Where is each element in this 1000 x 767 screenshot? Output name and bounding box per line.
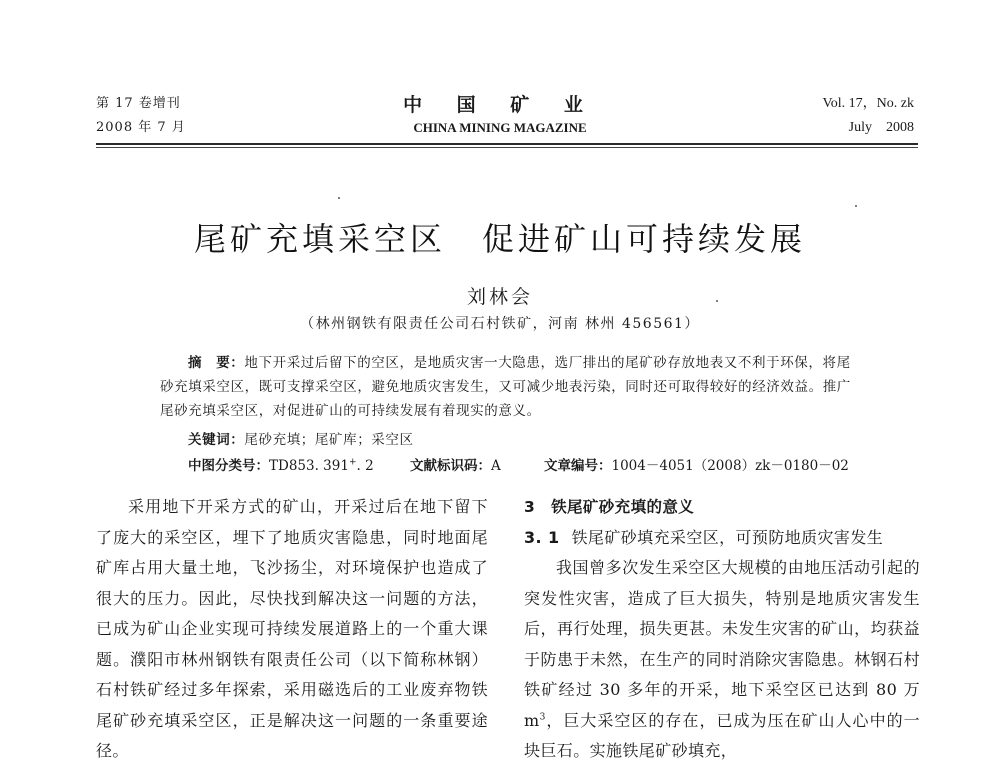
clc-tail: . 2	[356, 458, 374, 474]
abstract-label: 摘 要：	[188, 355, 245, 371]
issue-volume: 第 17 卷增刊	[96, 96, 181, 111]
author-affiliation: （林州钢铁有限责任公司石村铁矿，河南 林州 456561）	[300, 316, 700, 332]
section-paragraph-part1: 我国曾多次发生采空区大规模的由地压活动引起的突发性灾害，造成了巨大损失，特别是地质灾害发生后，再行处理，损失更甚。未发生灾害的矿山，均获益于防患于未然，在生产的同时消除灾害隐患。林钢石村铁矿经过 30 多年的开采，地下采空区已达到 80 万 m	[524, 558, 920, 730]
abstract	[160, 351, 860, 423]
clc-value: TD853. 391	[269, 458, 349, 474]
body-left-column	[96, 492, 488, 767]
classification-line	[188, 456, 888, 476]
subsection-title: 铁尾矿砂填充采空区，可预防地质灾害发生	[571, 527, 884, 547]
header-rule-thick	[96, 143, 918, 145]
section-paragraph	[524, 553, 920, 767]
section-heading: 3 铁尾矿砂充填的意义	[524, 498, 695, 516]
volume-number: Vol. 17，No. zk	[822, 96, 914, 111]
article-number-label: 文章编号：	[544, 458, 612, 474]
keywords	[188, 430, 414, 450]
issue-date: 2008 年 7 月	[96, 120, 186, 135]
clc-sup: +	[348, 457, 357, 468]
clc-label: 中图分类号：	[188, 458, 269, 474]
journal-name-en: CHINA MINING MAGAZINE	[413, 120, 587, 135]
header-rule-thin	[96, 147, 918, 148]
scan-speck	[855, 205, 857, 207]
keywords-label: 关键词：	[188, 432, 245, 448]
subsection-number: 3. 1	[524, 527, 560, 547]
doc-value: A	[491, 458, 501, 474]
unit-superscript: 3	[539, 712, 546, 723]
subsection-heading	[524, 523, 920, 554]
journal-name-cn: 中 国 矿 业	[403, 94, 597, 116]
article-author: 刘林会	[466, 286, 533, 308]
section-paragraph-part2: ，巨大采空区的存在，已成为压在矿山人心中的一块巨石。实施铁尾矿砂填充，	[524, 710, 920, 760]
running-header	[0, 92, 1000, 148]
abstract-text: 地下开采过后留下的空区，是地质灾害一大隐患，选厂排出的尾矿砂存放地表又不利于环保，将尾砂充填采空区，既可支撑采空区，避免地质灾害发生，又可减少地表污染，同时还可取得较好的经济效益。推广尾砂充填采空区，对促进矿山的可持续发展有着现实的意义。	[160, 355, 851, 419]
article-title: 尾矿充填采空区 促进矿山可持续发展	[193, 220, 806, 258]
article-number-value: 1004－4051（2008）zk－0180－02	[611, 458, 849, 474]
article-number	[544, 456, 849, 476]
doc-code	[410, 456, 544, 476]
doc-label: 文献标识码：	[410, 458, 491, 474]
keywords-text: 尾砂充填；尾矿库；采空区	[244, 432, 414, 448]
intro-paragraph: 采用地下开采方式的矿山，开采过后在地下留下了庞大的采空区，埋下了地质灾害隐患，同时地面尾矿库占用大量土地，飞沙扬尘，对环境保护也造成了很大的压力。因此，尽快找到解决这一问题的方法，已成为矿山企业实现可持续发展道路上的一个重大课题。濮阳市林州钢铁有限责任公司（以下简称林钢）石村铁矿经过多年探索，采用磁选后的工业废弃物铁尾矿砂充填采空区，正是解决这一问题的一条重要途径。	[96, 497, 488, 760]
volume-date: July 2008	[848, 120, 914, 135]
volume-info	[822, 92, 914, 140]
body-right-column	[524, 492, 920, 767]
scan-speck	[338, 197, 340, 199]
clc-code	[188, 456, 410, 476]
